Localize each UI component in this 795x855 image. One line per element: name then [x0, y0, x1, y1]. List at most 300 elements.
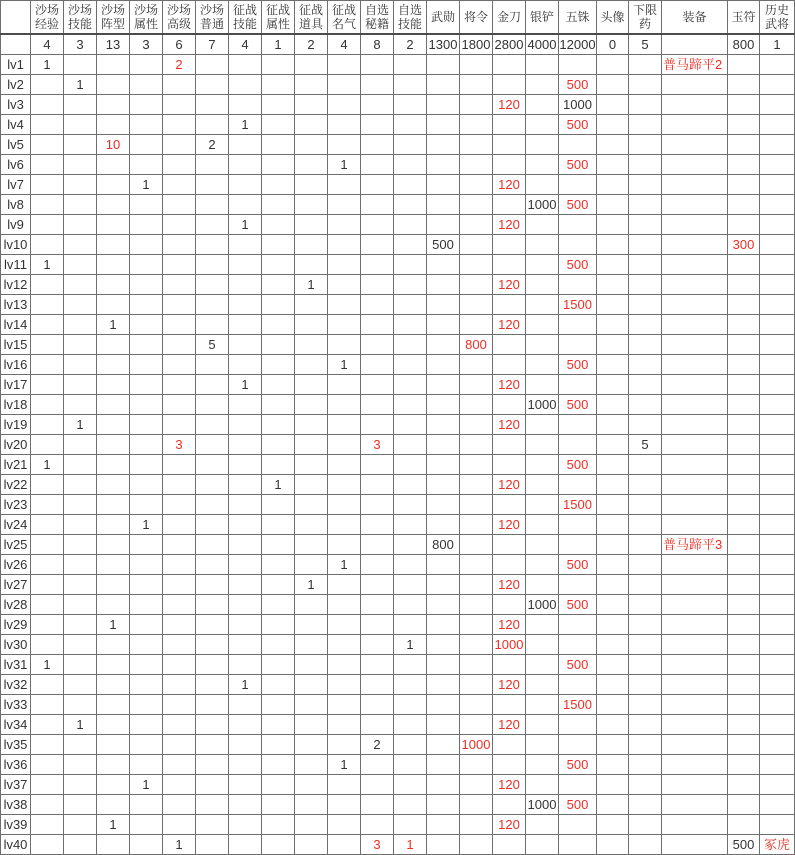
cell-lv37-wuzhu[interactable] — [559, 774, 597, 794]
cell-lv1-shachang-zhenxing[interactable] — [97, 54, 130, 74]
cell-lv28-zhengzhan-daoju[interactable] — [295, 594, 328, 614]
cell-lv32-jiangling[interactable] — [460, 674, 493, 694]
cell-lv9-zhengzhan-mingqi[interactable] — [328, 214, 361, 234]
cell-lv35-shachang-jingyan[interactable] — [31, 734, 64, 754]
cell-lv21-zhengzhan-daoju[interactable] — [295, 454, 328, 474]
cell-lv32-zhengzhan-daoju[interactable] — [295, 674, 328, 694]
cell-lv28-shachang-jineng[interactable] — [64, 594, 97, 614]
cell-lv36-shachang-gaoji[interactable] — [163, 754, 196, 774]
cell-lv13-wuxun[interactable] — [427, 294, 460, 314]
cell-lv17-shachang-gaoji[interactable] — [163, 374, 196, 394]
cell-lv12-yinchan[interactable] — [526, 274, 559, 294]
cell-lv18-shachang-zhenxing[interactable] — [97, 394, 130, 414]
cell-lv6-zhengzhan-jineng[interactable] — [229, 154, 262, 174]
cell-lv40-lishi-wujiang[interactable]: 冢虎 — [760, 834, 795, 854]
cell-lv26-yinchan[interactable] — [526, 554, 559, 574]
cell-lv32-shachang-shuxing[interactable] — [130, 674, 163, 694]
cell-lv20-zixuan-jineng[interactable] — [394, 434, 427, 454]
cell-lv8-zhengzhan-jineng[interactable] — [229, 194, 262, 214]
cell-lv6-zhengzhan-mingqi[interactable]: 1 — [328, 154, 361, 174]
cell-lv37-jiangling[interactable] — [460, 774, 493, 794]
cell-lv20-yinchan[interactable] — [526, 434, 559, 454]
cell-lv38-zixuan-miji[interactable] — [361, 794, 394, 814]
cell-lv34-zhengzhan-jineng[interactable] — [229, 714, 262, 734]
cell-lv4-lishi-wujiang[interactable] — [760, 114, 795, 134]
cell-lv28-shachang-gaoji[interactable] — [163, 594, 196, 614]
cell-lv6-touxiang[interactable] — [597, 154, 629, 174]
cell-lv5-shachang-shuxing[interactable] — [130, 134, 163, 154]
cell-lv18-jiangling[interactable] — [460, 394, 493, 414]
cell-lv12-shachang-zhenxing[interactable] — [97, 274, 130, 294]
cell-lv2-shachang-putong[interactable] — [196, 74, 229, 94]
cell-lv9-xiaxianyao[interactable] — [629, 214, 662, 234]
cell-lv30-yinchan[interactable] — [526, 634, 559, 654]
col-header-touxiang[interactable]: 头像 — [597, 1, 629, 34]
cell-lv32-zhengzhan-shuxing[interactable] — [262, 674, 295, 694]
cell-lv37-zhengzhan-daoju[interactable] — [295, 774, 328, 794]
cell-lv30-zhuangbei[interactable] — [662, 634, 728, 654]
cell-lv25-zixuan-miji[interactable] — [361, 534, 394, 554]
cell-lv40-touxiang[interactable] — [597, 834, 629, 854]
col-header-yinchan[interactable]: 银铲 — [526, 1, 559, 34]
cell-lv20-yufu[interactable] — [728, 434, 760, 454]
total-yinchan[interactable]: 4000 — [526, 34, 559, 55]
cell-lv32-lishi-wujiang[interactable] — [760, 674, 795, 694]
cell-lv39-zixuan-miji[interactable] — [361, 814, 394, 834]
cell-lv5-wuzhu[interactable] — [559, 134, 597, 154]
cell-lv6-zhengzhan-daoju[interactable] — [295, 154, 328, 174]
cell-lv27-wuxun[interactable] — [427, 574, 460, 594]
cell-lv13-xiaxianyao[interactable] — [629, 294, 662, 314]
cell-lv31-jiangling[interactable] — [460, 654, 493, 674]
cell-lv33-shachang-putong[interactable] — [196, 694, 229, 714]
cell-lv30-zhengzhan-jineng[interactable] — [229, 634, 262, 654]
cell-lv27-shachang-putong[interactable] — [196, 574, 229, 594]
col-header-zixuan-miji[interactable]: 自选秘籍 — [361, 1, 394, 34]
cell-lv11-shachang-zhenxing[interactable] — [97, 254, 130, 274]
cell-lv23-zhengzhan-jineng[interactable] — [229, 494, 262, 514]
cell-lv11-jiangling[interactable] — [460, 254, 493, 274]
cell-lv1-zhengzhan-jineng[interactable] — [229, 54, 262, 74]
cell-lv27-zixuan-miji[interactable] — [361, 574, 394, 594]
cell-lv8-zhengzhan-daoju[interactable] — [295, 194, 328, 214]
cell-lv11-shachang-jingyan[interactable]: 1 — [31, 254, 64, 274]
cell-lv16-wuzhu[interactable]: 500 — [559, 354, 597, 374]
cell-lv24-shachang-zhenxing[interactable] — [97, 514, 130, 534]
cell-lv21-touxiang[interactable] — [597, 454, 629, 474]
cell-lv22-shachang-gaoji[interactable] — [163, 474, 196, 494]
cell-lv8-lishi-wujiang[interactable] — [760, 194, 795, 214]
cell-lv26-shachang-zhenxing[interactable] — [97, 554, 130, 574]
total-zixuan-miji[interactable]: 8 — [361, 34, 394, 55]
col-header-zhuangbei[interactable]: 装备 — [662, 1, 728, 34]
cell-lv35-zhengzhan-daoju[interactable] — [295, 734, 328, 754]
cell-lv22-zhengzhan-shuxing[interactable]: 1 — [262, 474, 295, 494]
cell-lv25-wuzhu[interactable] — [559, 534, 597, 554]
cell-lv32-yinchan[interactable] — [526, 674, 559, 694]
col-header-yufu[interactable]: 玉符 — [728, 1, 760, 34]
cell-lv23-yinchan[interactable] — [526, 494, 559, 514]
cell-lv1-wuxun[interactable] — [427, 54, 460, 74]
cell-lv31-shachang-shuxing[interactable] — [130, 654, 163, 674]
cell-lv18-jindao[interactable] — [493, 394, 526, 414]
cell-lv18-wuzhu[interactable]: 500 — [559, 394, 597, 414]
cell-lv15-touxiang[interactable] — [597, 334, 629, 354]
cell-lv7-shachang-putong[interactable] — [196, 174, 229, 194]
cell-lv4-zhengzhan-jineng[interactable]: 1 — [229, 114, 262, 134]
row-label-lv18[interactable]: lv18 — [1, 394, 31, 414]
cell-lv7-shachang-jineng[interactable] — [64, 174, 97, 194]
row-label-lv9[interactable]: lv9 — [1, 214, 31, 234]
cell-lv26-lishi-wujiang[interactable] — [760, 554, 795, 574]
cell-lv20-touxiang[interactable] — [597, 434, 629, 454]
cell-lv6-zixuan-jineng[interactable] — [394, 154, 427, 174]
row-label-lv30[interactable]: lv30 — [1, 634, 31, 654]
cell-lv36-shachang-shuxing[interactable] — [130, 754, 163, 774]
cell-lv17-touxiang[interactable] — [597, 374, 629, 394]
cell-lv6-zhengzhan-shuxing[interactable] — [262, 154, 295, 174]
cell-lv26-shachang-putong[interactable] — [196, 554, 229, 574]
cell-lv4-shachang-jineng[interactable] — [64, 114, 97, 134]
cell-lv3-shachang-shuxing[interactable] — [130, 94, 163, 114]
cell-lv4-zixuan-miji[interactable] — [361, 114, 394, 134]
cell-lv1-zixuan-miji[interactable] — [361, 54, 394, 74]
cell-lv4-zhengzhan-daoju[interactable] — [295, 114, 328, 134]
cell-lv19-shachang-gaoji[interactable] — [163, 414, 196, 434]
cell-lv30-wuzhu[interactable] — [559, 634, 597, 654]
cell-lv5-yufu[interactable] — [728, 134, 760, 154]
cell-lv5-zhuangbei[interactable] — [662, 134, 728, 154]
cell-lv25-zhengzhan-shuxing[interactable] — [262, 534, 295, 554]
cell-lv2-zhengzhan-daoju[interactable] — [295, 74, 328, 94]
cell-lv12-shachang-jingyan[interactable] — [31, 274, 64, 294]
cell-lv11-touxiang[interactable] — [597, 254, 629, 274]
cell-lv39-zhengzhan-daoju[interactable] — [295, 814, 328, 834]
cell-lv27-yufu[interactable] — [728, 574, 760, 594]
cell-lv28-shachang-shuxing[interactable] — [130, 594, 163, 614]
cell-lv23-shachang-shuxing[interactable] — [130, 494, 163, 514]
cell-lv14-xiaxianyao[interactable] — [629, 314, 662, 334]
cell-lv7-zhengzhan-mingqi[interactable] — [328, 174, 361, 194]
cell-lv14-wuzhu[interactable] — [559, 314, 597, 334]
cell-lv18-zhengzhan-jineng[interactable] — [229, 394, 262, 414]
cell-lv36-touxiang[interactable] — [597, 754, 629, 774]
cell-lv21-jindao[interactable] — [493, 454, 526, 474]
cell-lv14-yinchan[interactable] — [526, 314, 559, 334]
cell-lv14-shachang-jingyan[interactable] — [31, 314, 64, 334]
cell-lv33-zhengzhan-daoju[interactable] — [295, 694, 328, 714]
cell-lv19-zixuan-miji[interactable] — [361, 414, 394, 434]
total-shachang-jineng[interactable]: 3 — [64, 34, 97, 55]
cell-lv16-yinchan[interactable] — [526, 354, 559, 374]
cell-lv29-jindao[interactable]: 120 — [493, 614, 526, 634]
cell-lv12-shachang-gaoji[interactable] — [163, 274, 196, 294]
cell-lv23-zhengzhan-mingqi[interactable] — [328, 494, 361, 514]
total-yufu[interactable]: 800 — [728, 34, 760, 55]
cell-lv14-jindao[interactable]: 120 — [493, 314, 526, 334]
cell-lv32-zhengzhan-mingqi[interactable] — [328, 674, 361, 694]
cell-lv22-shachang-zhenxing[interactable] — [97, 474, 130, 494]
cell-lv24-zhengzhan-daoju[interactable] — [295, 514, 328, 534]
row-label-lv15[interactable]: lv15 — [1, 334, 31, 354]
cell-lv24-shachang-jingyan[interactable] — [31, 514, 64, 534]
col-header-zhengzhan-shuxing[interactable]: 征战属性 — [262, 1, 295, 34]
cell-lv20-jiangling[interactable] — [460, 434, 493, 454]
cell-lv1-lishi-wujiang[interactable] — [760, 54, 795, 74]
cell-lv24-yufu[interactable] — [728, 514, 760, 534]
cell-lv6-lishi-wujiang[interactable] — [760, 154, 795, 174]
cell-lv39-shachang-jineng[interactable] — [64, 814, 97, 834]
col-header-zhengzhan-jineng[interactable]: 征战技能 — [229, 1, 262, 34]
cell-lv7-zixuan-miji[interactable] — [361, 174, 394, 194]
total-shachang-zhenxing[interactable]: 13 — [97, 34, 130, 55]
cell-lv19-zixuan-jineng[interactable] — [394, 414, 427, 434]
cell-lv4-shachang-gaoji[interactable] — [163, 114, 196, 134]
cell-lv17-wuzhu[interactable] — [559, 374, 597, 394]
cell-lv33-shachang-zhenxing[interactable] — [97, 694, 130, 714]
cell-lv32-shachang-gaoji[interactable] — [163, 674, 196, 694]
cell-lv21-xiaxianyao[interactable] — [629, 454, 662, 474]
cell-lv39-zhuangbei[interactable] — [662, 814, 728, 834]
cell-lv17-yinchan[interactable] — [526, 374, 559, 394]
total-jiangling[interactable]: 1800 — [460, 34, 493, 55]
cell-lv3-shachang-putong[interactable] — [196, 94, 229, 114]
cell-lv29-lishi-wujiang[interactable] — [760, 614, 795, 634]
cell-lv12-wuxun[interactable] — [427, 274, 460, 294]
cell-lv11-shachang-shuxing[interactable] — [130, 254, 163, 274]
cell-lv14-yufu[interactable] — [728, 314, 760, 334]
cell-lv17-lishi-wujiang[interactable] — [760, 374, 795, 394]
cell-lv20-zhengzhan-daoju[interactable] — [295, 434, 328, 454]
cell-lv14-zhengzhan-jineng[interactable] — [229, 314, 262, 334]
cell-lv26-zixuan-jineng[interactable] — [394, 554, 427, 574]
cell-lv1-jiangling[interactable] — [460, 54, 493, 74]
cell-lv35-jindao[interactable] — [493, 734, 526, 754]
cell-lv10-lishi-wujiang[interactable] — [760, 234, 795, 254]
cell-lv27-xiaxianyao[interactable] — [629, 574, 662, 594]
cell-lv11-wuxun[interactable] — [427, 254, 460, 274]
cell-lv29-zhengzhan-shuxing[interactable] — [262, 614, 295, 634]
cell-lv29-zhengzhan-jineng[interactable] — [229, 614, 262, 634]
cell-lv33-shachang-jineng[interactable] — [64, 694, 97, 714]
cell-lv38-zhengzhan-shuxing[interactable] — [262, 794, 295, 814]
cell-lv16-zixuan-miji[interactable] — [361, 354, 394, 374]
cell-lv5-shachang-jingyan[interactable] — [31, 134, 64, 154]
cell-lv37-zhengzhan-mingqi[interactable] — [328, 774, 361, 794]
cell-lv21-zhuangbei[interactable] — [662, 454, 728, 474]
cell-lv1-yinchan[interactable] — [526, 54, 559, 74]
cell-lv38-wuxun[interactable] — [427, 794, 460, 814]
cell-lv4-jiangling[interactable] — [460, 114, 493, 134]
cell-lv10-jindao[interactable] — [493, 234, 526, 254]
cell-lv1-wuzhu[interactable] — [559, 54, 597, 74]
cell-lv21-shachang-putong[interactable] — [196, 454, 229, 474]
cell-lv6-shachang-gaoji[interactable] — [163, 154, 196, 174]
cell-lv2-shachang-jingyan[interactable] — [31, 74, 64, 94]
col-header-jindao[interactable]: 金刀 — [493, 1, 526, 34]
cell-lv1-zhengzhan-mingqi[interactable] — [328, 54, 361, 74]
cell-lv37-shachang-jingyan[interactable] — [31, 774, 64, 794]
cell-lv29-jiangling[interactable] — [460, 614, 493, 634]
cell-lv2-shachang-shuxing[interactable] — [130, 74, 163, 94]
cell-lv12-lishi-wujiang[interactable] — [760, 274, 795, 294]
cell-lv7-wuzhu[interactable] — [559, 174, 597, 194]
cell-lv13-zhuangbei[interactable] — [662, 294, 728, 314]
cell-lv9-zhengzhan-shuxing[interactable] — [262, 214, 295, 234]
cell-lv18-zhengzhan-mingqi[interactable] — [328, 394, 361, 414]
cell-lv29-zhuangbei[interactable] — [662, 614, 728, 634]
row-label-lv21[interactable]: lv21 — [1, 454, 31, 474]
cell-lv37-shachang-gaoji[interactable] — [163, 774, 196, 794]
cell-lv40-zhengzhan-mingqi[interactable] — [328, 834, 361, 854]
cell-lv19-shachang-shuxing[interactable] — [130, 414, 163, 434]
row-label-lv3[interactable]: lv3 — [1, 94, 31, 114]
cell-lv5-touxiang[interactable] — [597, 134, 629, 154]
cell-lv22-wuxun[interactable] — [427, 474, 460, 494]
cell-lv13-jindao[interactable] — [493, 294, 526, 314]
cell-lv31-shachang-zhenxing[interactable] — [97, 654, 130, 674]
cell-lv25-wuxun[interactable]: 800 — [427, 534, 460, 554]
cell-lv14-shachang-putong[interactable] — [196, 314, 229, 334]
cell-lv36-zhengzhan-jineng[interactable] — [229, 754, 262, 774]
cell-lv35-xiaxianyao[interactable] — [629, 734, 662, 754]
col-header-shachang-jineng[interactable]: 沙场技能 — [64, 1, 97, 34]
cell-lv25-touxiang[interactable] — [597, 534, 629, 554]
cell-lv27-shachang-gaoji[interactable] — [163, 574, 196, 594]
cell-lv16-shachang-jingyan[interactable] — [31, 354, 64, 374]
cell-lv40-shachang-jingyan[interactable] — [31, 834, 64, 854]
col-header-shachang-gaoji[interactable]: 沙场高级 — [163, 1, 196, 34]
cell-lv14-shachang-jineng[interactable] — [64, 314, 97, 334]
cell-lv11-yufu[interactable] — [728, 254, 760, 274]
row-label-lv24[interactable]: lv24 — [1, 514, 31, 534]
cell-lv27-lishi-wujiang[interactable] — [760, 574, 795, 594]
cell-lv4-touxiang[interactable] — [597, 114, 629, 134]
cell-lv35-zixuan-jineng[interactable] — [394, 734, 427, 754]
cell-lv16-shachang-shuxing[interactable] — [130, 354, 163, 374]
cell-lv39-zixuan-jineng[interactable] — [394, 814, 427, 834]
total-touxiang[interactable]: 0 — [597, 34, 629, 55]
cell-lv22-jindao[interactable]: 120 — [493, 474, 526, 494]
cell-lv35-shachang-jineng[interactable] — [64, 734, 97, 754]
cell-lv38-yufu[interactable] — [728, 794, 760, 814]
cell-lv31-shachang-jineng[interactable] — [64, 654, 97, 674]
cell-lv4-shachang-shuxing[interactable] — [130, 114, 163, 134]
cell-lv18-shachang-jineng[interactable] — [64, 394, 97, 414]
cell-lv33-zhengzhan-shuxing[interactable] — [262, 694, 295, 714]
cell-lv15-zixuan-jineng[interactable] — [394, 334, 427, 354]
cell-lv15-yinchan[interactable] — [526, 334, 559, 354]
cell-lv25-zixuan-jineng[interactable] — [394, 534, 427, 554]
cell-lv28-zixuan-jineng[interactable] — [394, 594, 427, 614]
cell-lv23-zixuan-jineng[interactable] — [394, 494, 427, 514]
cell-lv33-yinchan[interactable] — [526, 694, 559, 714]
cell-lv17-jindao[interactable]: 120 — [493, 374, 526, 394]
cell-lv11-shachang-putong[interactable] — [196, 254, 229, 274]
cell-lv26-xiaxianyao[interactable] — [629, 554, 662, 574]
cell-lv31-yinchan[interactable] — [526, 654, 559, 674]
cell-lv12-zhengzhan-mingqi[interactable] — [328, 274, 361, 294]
cell-lv39-wuxun[interactable] — [427, 814, 460, 834]
cell-lv30-zhengzhan-shuxing[interactable] — [262, 634, 295, 654]
cell-lv26-shachang-jineng[interactable] — [64, 554, 97, 574]
cell-lv10-xiaxianyao[interactable] — [629, 234, 662, 254]
cell-lv31-lishi-wujiang[interactable] — [760, 654, 795, 674]
cell-lv13-yufu[interactable] — [728, 294, 760, 314]
cell-lv22-touxiang[interactable] — [597, 474, 629, 494]
cell-lv17-xiaxianyao[interactable] — [629, 374, 662, 394]
cell-lv35-zhengzhan-jineng[interactable] — [229, 734, 262, 754]
cell-lv2-zhengzhan-jineng[interactable] — [229, 74, 262, 94]
cell-lv5-xiaxianyao[interactable] — [629, 134, 662, 154]
cell-lv22-zixuan-miji[interactable] — [361, 474, 394, 494]
cell-lv25-shachang-jineng[interactable] — [64, 534, 97, 554]
cell-lv34-shachang-gaoji[interactable] — [163, 714, 196, 734]
cell-lv19-zhengzhan-shuxing[interactable] — [262, 414, 295, 434]
cell-lv33-lishi-wujiang[interactable] — [760, 694, 795, 714]
cell-lv16-shachang-putong[interactable] — [196, 354, 229, 374]
cell-lv24-jindao[interactable]: 120 — [493, 514, 526, 534]
cell-lv7-jiangling[interactable] — [460, 174, 493, 194]
row-label-lv37[interactable]: lv37 — [1, 774, 31, 794]
cell-lv39-jiangling[interactable] — [460, 814, 493, 834]
cell-lv31-shachang-jingyan[interactable]: 1 — [31, 654, 64, 674]
row-label-lv34[interactable]: lv34 — [1, 714, 31, 734]
cell-lv15-zhuangbei[interactable] — [662, 334, 728, 354]
cell-lv36-jindao[interactable] — [493, 754, 526, 774]
cell-lv11-yinchan[interactable] — [526, 254, 559, 274]
cell-lv5-zhengzhan-daoju[interactable] — [295, 134, 328, 154]
row-label-lv40[interactable]: lv40 — [1, 834, 31, 854]
cell-lv2-zixuan-miji[interactable] — [361, 74, 394, 94]
cell-lv19-zhengzhan-mingqi[interactable] — [328, 414, 361, 434]
cell-lv10-wuzhu[interactable] — [559, 234, 597, 254]
cell-lv14-zixuan-miji[interactable] — [361, 314, 394, 334]
cell-lv18-zixuan-miji[interactable] — [361, 394, 394, 414]
cell-lv16-jindao[interactable] — [493, 354, 526, 374]
cell-lv16-zhengzhan-shuxing[interactable] — [262, 354, 295, 374]
cell-lv3-zhengzhan-daoju[interactable] — [295, 94, 328, 114]
cell-lv38-zhengzhan-mingqi[interactable] — [328, 794, 361, 814]
cell-lv24-lishi-wujiang[interactable] — [760, 514, 795, 534]
row-label-lv14[interactable]: lv14 — [1, 314, 31, 334]
cell-lv20-shachang-jingyan[interactable] — [31, 434, 64, 454]
cell-lv2-jindao[interactable] — [493, 74, 526, 94]
cell-lv30-zhengzhan-mingqi[interactable] — [328, 634, 361, 654]
cell-lv21-zhengzhan-shuxing[interactable] — [262, 454, 295, 474]
cell-lv3-wuxun[interactable] — [427, 94, 460, 114]
cell-lv39-shachang-gaoji[interactable] — [163, 814, 196, 834]
cell-lv30-shachang-putong[interactable] — [196, 634, 229, 654]
cell-lv15-shachang-gaoji[interactable] — [163, 334, 196, 354]
cell-lv2-zixuan-jineng[interactable] — [394, 74, 427, 94]
cell-lv15-zhengzhan-shuxing[interactable] — [262, 334, 295, 354]
cell-lv35-yufu[interactable] — [728, 734, 760, 754]
cell-lv38-jiangling[interactable] — [460, 794, 493, 814]
cell-lv3-zhengzhan-shuxing[interactable] — [262, 94, 295, 114]
cell-lv5-zhengzhan-shuxing[interactable] — [262, 134, 295, 154]
cell-lv32-zhuangbei[interactable] — [662, 674, 728, 694]
cell-lv8-shachang-zhenxing[interactable] — [97, 194, 130, 214]
cell-lv24-yinchan[interactable] — [526, 514, 559, 534]
cell-lv36-wuxun[interactable] — [427, 754, 460, 774]
cell-lv23-jiangling[interactable] — [460, 494, 493, 514]
cell-lv22-xiaxianyao[interactable] — [629, 474, 662, 494]
cell-lv7-zixuan-jineng[interactable] — [394, 174, 427, 194]
cell-lv11-shachang-jineng[interactable] — [64, 254, 97, 274]
cell-lv35-zhuangbei[interactable] — [662, 734, 728, 754]
cell-lv5-zixuan-jineng[interactable] — [394, 134, 427, 154]
